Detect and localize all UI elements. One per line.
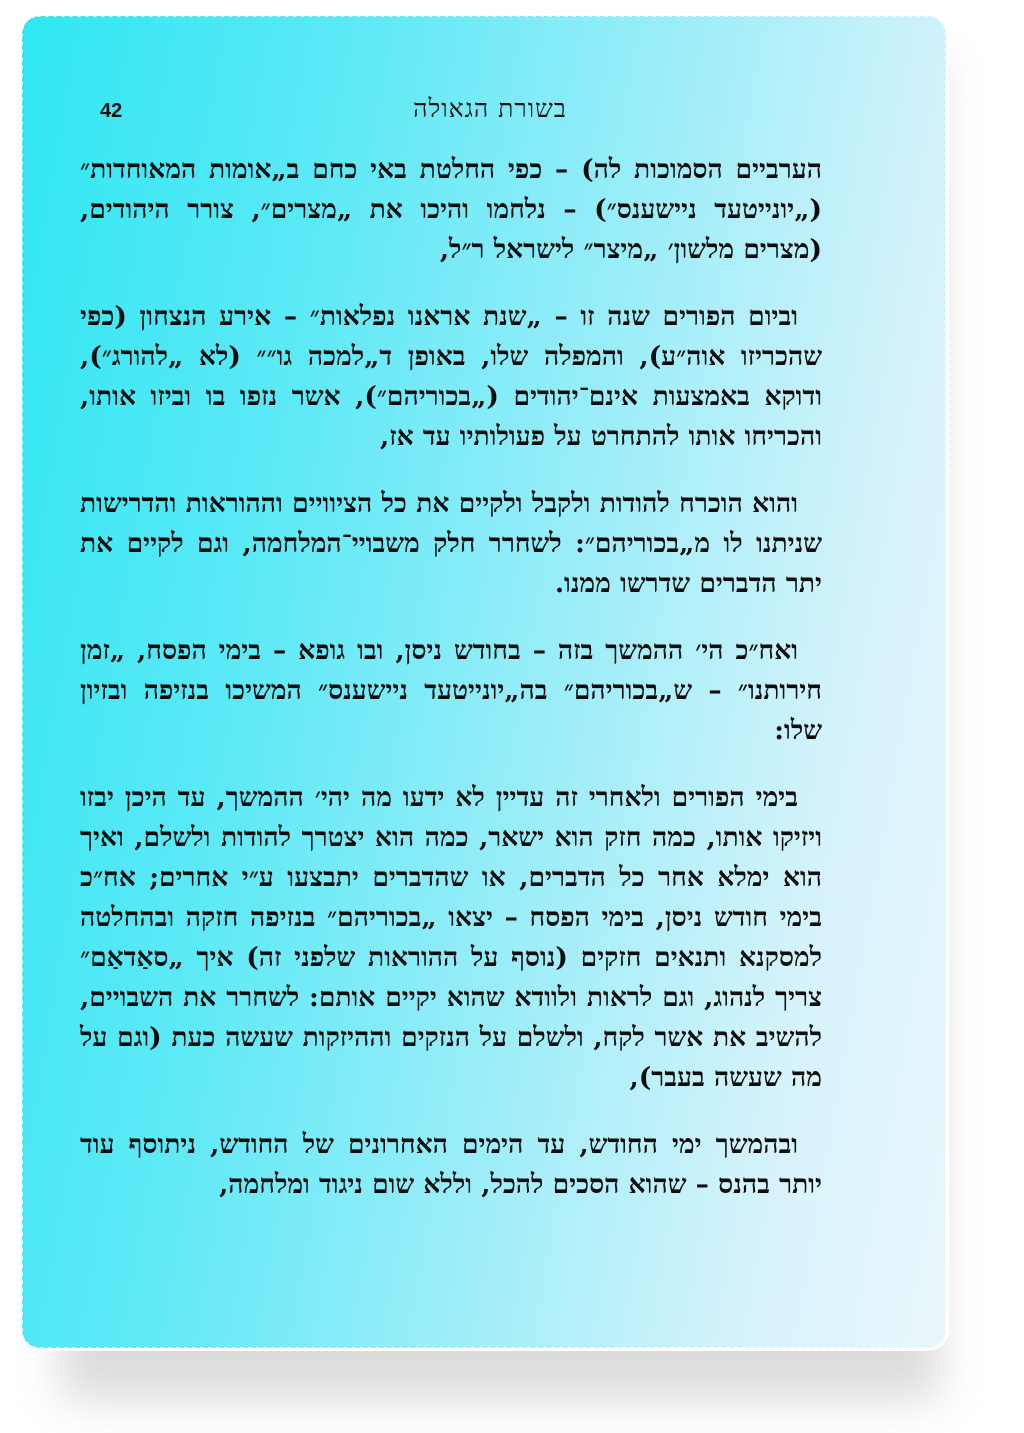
paragraph: הערביים הסמוכות לה) – כפי החלטת באי כחם ב„אומות המאוחדות״ („יונייטעד ניישענס״) – נלחמו והיכו את „מצרים״, צורר היהודים, (מצרים מלשון׳ „מיצר״ לישראל ר״ל, <box>80 154 822 265</box>
paragraph: וביום הפורים שנה זו – „שנת אראנו נפלאות״ – אירע הנצחון (כפי שהכריזו אוה״ע), והמפלה שלו, באופן ד„למכה גו״״ (לא „להורג״), ודוקא באמצעות אינם־יהודים („בכוריהם״), אשר נזפו בו וביזו אותו, והכריחו אותו להתחרט על פעולותיו עד אז, <box>80 301 822 452</box>
paragraph: ובהמשך ימי החודש, עד הימים האחרונים של החודש, ניתוסף עוד יותר בהנס – שהוא הסכים להכל, וללא שום ניגוד ומלחמה, <box>80 1129 822 1200</box>
paragraph: ואח״כ הי׳ ההמשך בזה – בחודש ניסן, ובו גופא – בימי הפסח, „זמן חירותנו״ – ש„בכוריהם״ בה„יונייטעד ניישענס״ המשיכו בנזיפה ובזיון שלו: <box>80 635 822 746</box>
page-header <box>100 94 836 134</box>
paragraph: והוא הוכרח להודות ולקבל ולקיים את כל הציוויים וההוראות והדרישות שניתנו לו מ„בכוריהם״: לשחרר חלק משבויי־המלחמה, וגם לקיים את יתר הדברים שדרשו ממנו. <box>80 488 822 599</box>
page-number: 42 <box>100 100 123 122</box>
running-title: בשורת הגאולה <box>413 94 567 123</box>
body-text <box>80 150 822 1232</box>
paragraph: בימי הפורים ולאחרי זה עדיין לא ידעו מה יהי׳ ההמשך, עד היכן יבזו ויזיקו אותו, כמה חזק הוא ישאר, כמה הוא יצטרך להודות ולשלם, ואיך הוא ימלא אחר כל הדברים, או שהדברים יתבצעו ע״י אחרים; אח״כ בימי חודש ניסן, בימי הפסח – יצאו „בכוריהם״ בנזיפה חזקה ובהחלטה למסקנא ותנאים חזקים (נוסף על ההוראות שלפני זה) איך „סאַדאַם״ צריך לנהוג, וגם לראות ולוודא שהוא יקיים אותם: לשחרר את השבויים, להשיב את אשר לקח, ולשלם על הנזקים וההיזקות שעשה כעת (וגם על מה שעשה בעבר), <box>80 782 822 1093</box>
